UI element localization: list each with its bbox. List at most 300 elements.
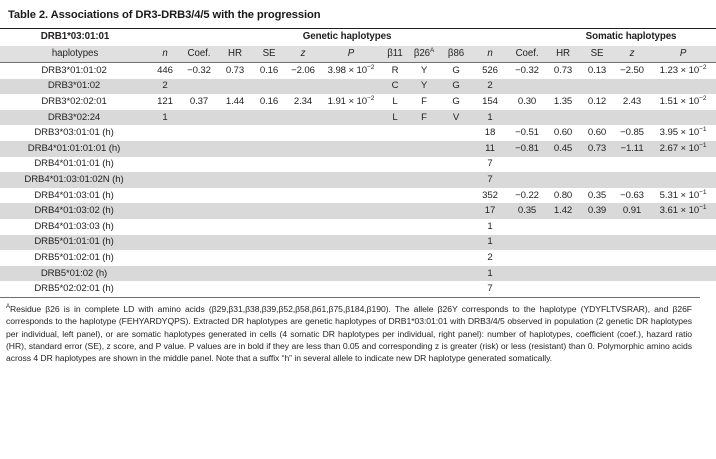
cell-b86 xyxy=(440,203,472,219)
cell-g-n xyxy=(150,266,180,282)
col-header-genetic-n: n xyxy=(150,46,180,63)
cell-s-z: 0.91 xyxy=(614,203,650,219)
cell-s-p-mant xyxy=(650,63,716,79)
cell-g-coef xyxy=(180,110,218,126)
cell-g-hr: 1.44 xyxy=(218,94,252,110)
cell-b26: Y xyxy=(408,63,440,79)
cell-s-coef xyxy=(508,250,546,266)
cell-g-se xyxy=(252,281,286,297)
cell-g-hr xyxy=(218,79,252,95)
cell-s-p-mant xyxy=(650,250,716,266)
cell-g-coef xyxy=(180,188,218,204)
cell-g-n xyxy=(150,141,180,157)
cell-b11 xyxy=(382,219,408,235)
cell-g-n: 121 xyxy=(150,94,180,110)
cell-s-z xyxy=(614,219,650,235)
cell-g-se xyxy=(252,188,286,204)
row-label: DRB3*02:02:01 xyxy=(0,94,150,110)
table-row xyxy=(0,281,716,297)
p-value-mantissa: 3.98 × 10 xyxy=(327,64,368,76)
cell-s-p-mant xyxy=(650,266,716,282)
p-value-mantissa: 1.51 × 10 xyxy=(659,95,700,107)
cell-b11 xyxy=(382,141,408,157)
cell-s-hr xyxy=(546,219,580,235)
cell-s-n: 11 xyxy=(472,141,508,157)
cell-s-p-mant xyxy=(650,281,716,297)
row-label: DRB3*02:24 xyxy=(0,110,150,126)
cell-g-z xyxy=(286,79,320,95)
cell-g-z: −2.06 xyxy=(286,63,320,79)
cell-s-p-mant xyxy=(650,125,716,141)
col-header-beta26-text: β26 xyxy=(413,48,431,59)
footnote-text: Residue β26 is in complete LD with amino acids (β29,β31,β38,β39,β52,β58,β61,β75,β184,β190). The allele β26Y corresponds to the haplotype (YDYFLTVSRAR), and β26F corresponds to the haplotype (FEHYARDYQPS). Extracted DR haplotypes are genetic haplotypes of DRB1*03:01:01 with DRB3/4/5 observed in population (2 genetic DR haplotypes per individual, left panel), or are somatic haplotypes generated in cells (4 somatic DR haplotypes per individual, right panel): number of haplotypes, coefficient (coef.), hazard ratio (HR), standard error (SE), z score, and P value. P values are in bold if they are less than 0.05 and corresponding z is greater (risk) or less (resistant) than 0. Polymorphic amino acids across 4 DR haplotypes are shown in the middle panel. Note that a suffix “h” in several allele to indicate new DR haplotype generated somatically. xyxy=(6,303,692,364)
cell-g-hr xyxy=(218,250,252,266)
cell-s-p-mant xyxy=(650,79,716,95)
cell-g-z: 2.34 xyxy=(286,94,320,110)
col-header-beta26-footnote-marker: A xyxy=(430,46,435,54)
cell-s-p-mant xyxy=(650,94,716,110)
cell-s-n: 352 xyxy=(472,188,508,204)
cell-g-se: 0.16 xyxy=(252,94,286,110)
cell-g-hr: 0.73 xyxy=(218,63,252,79)
cell-s-hr xyxy=(546,281,580,297)
cell-g-coef xyxy=(180,79,218,95)
cell-g-p-mant xyxy=(320,110,382,126)
cell-g-z xyxy=(286,266,320,282)
cell-s-z xyxy=(614,110,650,126)
cell-b86 xyxy=(440,125,472,141)
table-row xyxy=(0,157,716,173)
cell-s-se xyxy=(580,281,614,297)
group-header-somatic: Somatic haplotypes xyxy=(546,29,716,47)
cell-g-n: 446 xyxy=(150,63,180,79)
cell-s-z: −2.50 xyxy=(614,63,650,79)
cell-b86 xyxy=(440,188,472,204)
cell-g-coef xyxy=(180,219,218,235)
cell-b11 xyxy=(382,203,408,219)
cell-s-p-mant xyxy=(650,235,716,251)
p-value-mantissa: 3.61 × 10 xyxy=(659,205,700,217)
cell-g-n xyxy=(150,235,180,251)
p-value-exponent: −1 xyxy=(699,125,707,133)
cell-b86: G xyxy=(440,79,472,95)
cell-s-coef: −0.51 xyxy=(508,125,546,141)
cell-g-z xyxy=(286,219,320,235)
cell-s-se: 0.12 xyxy=(580,94,614,110)
cell-g-z xyxy=(286,281,320,297)
row-label: DRB4*01:03:01 (h) xyxy=(0,188,150,204)
cell-g-se xyxy=(252,235,286,251)
cell-s-n: 7 xyxy=(472,281,508,297)
cell-s-se: 0.60 xyxy=(580,125,614,141)
column-header-row xyxy=(0,46,716,63)
cell-b86 xyxy=(440,281,472,297)
cell-b86: G xyxy=(440,63,472,79)
cell-g-hr xyxy=(218,141,252,157)
cell-b86 xyxy=(440,172,472,188)
cell-b26: Y xyxy=(408,79,440,95)
cell-g-n: 1 xyxy=(150,110,180,126)
cell-g-se xyxy=(252,79,286,95)
cell-g-coef xyxy=(180,235,218,251)
cell-g-z xyxy=(286,141,320,157)
cell-g-z xyxy=(286,235,320,251)
cell-s-n: 526 xyxy=(472,63,508,79)
cell-s-hr: 1.42 xyxy=(546,203,580,219)
cell-g-coef: 0.37 xyxy=(180,94,218,110)
cell-s-z xyxy=(614,79,650,95)
col-header-genetic-hr: HR xyxy=(218,46,252,63)
cell-g-se xyxy=(252,125,286,141)
cell-b11 xyxy=(382,250,408,266)
col-header-genetic-z: z xyxy=(286,46,320,63)
cell-b26 xyxy=(408,235,440,251)
cell-s-p-mant xyxy=(650,219,716,235)
cell-s-se: 0.35 xyxy=(580,188,614,204)
table-row xyxy=(0,94,716,110)
table-row xyxy=(0,266,716,282)
cell-s-z xyxy=(614,250,650,266)
col-header-beta11: β11 xyxy=(382,46,408,63)
cell-s-se xyxy=(580,110,614,126)
row-label: DRB4*01:01:01:01 (h) xyxy=(0,141,150,157)
cell-s-coef xyxy=(508,235,546,251)
cell-g-p-mant xyxy=(320,172,382,188)
table-row xyxy=(0,235,716,251)
cell-g-p-mant xyxy=(320,125,382,141)
cell-g-coef xyxy=(180,172,218,188)
cell-g-coef xyxy=(180,157,218,173)
cell-b86 xyxy=(440,157,472,173)
row-label: DRB5*01:02 (h) xyxy=(0,266,150,282)
cell-g-se xyxy=(252,266,286,282)
cell-s-hr xyxy=(546,250,580,266)
cell-s-n: 1 xyxy=(472,110,508,126)
cell-s-n: 1 xyxy=(472,266,508,282)
cell-g-hr xyxy=(218,188,252,204)
cell-s-hr: 1.35 xyxy=(546,94,580,110)
table-title-container xyxy=(0,0,700,28)
p-value-mantissa: 5.31 × 10 xyxy=(659,189,700,201)
cell-g-z xyxy=(286,203,320,219)
cell-s-hr xyxy=(546,110,580,126)
cell-s-hr: 0.73 xyxy=(546,63,580,79)
cell-b86: G xyxy=(440,94,472,110)
cell-b86 xyxy=(440,235,472,251)
row-label: DRB4*01:01:01 (h) xyxy=(0,157,150,173)
col-header-haplotypes: haplotypes xyxy=(0,46,150,63)
cell-b86 xyxy=(440,219,472,235)
table-row xyxy=(0,188,716,204)
cell-s-hr xyxy=(546,266,580,282)
p-value-exponent: −2 xyxy=(367,94,375,102)
cell-b26 xyxy=(408,281,440,297)
cell-s-se xyxy=(580,250,614,266)
cell-g-n xyxy=(150,250,180,266)
cell-g-hr xyxy=(218,172,252,188)
cell-g-coef xyxy=(180,281,218,297)
footnote-marker: A xyxy=(6,304,10,311)
cell-g-se: 0.16 xyxy=(252,63,286,79)
cell-g-coef xyxy=(180,203,218,219)
p-value-mantissa: 1.23 × 10 xyxy=(659,64,700,76)
col-header-somatic-n: n xyxy=(472,46,508,63)
cell-g-se xyxy=(252,250,286,266)
col-header-somatic-coef: Coef. xyxy=(508,46,546,63)
p-value-mantissa: 1.91 × 10 xyxy=(327,95,368,107)
p-value-exponent: −1 xyxy=(699,188,707,196)
cell-g-n xyxy=(150,219,180,235)
cell-g-coef xyxy=(180,250,218,266)
cell-g-hr xyxy=(218,125,252,141)
cell-g-z xyxy=(286,188,320,204)
cell-s-z xyxy=(614,266,650,282)
cell-g-z xyxy=(286,125,320,141)
cell-s-coef xyxy=(508,79,546,95)
cell-b11 xyxy=(382,157,408,173)
cell-s-n: 7 xyxy=(472,172,508,188)
cell-b11 xyxy=(382,235,408,251)
col-header-somatic-p: P xyxy=(650,46,716,63)
p-value-mantissa: 3.95 × 10 xyxy=(659,127,700,139)
cell-s-z: 2.43 xyxy=(614,94,650,110)
cell-s-n: 1 xyxy=(472,219,508,235)
cell-s-p-mant xyxy=(650,141,716,157)
col-header-genetic-coef: Coef. xyxy=(180,46,218,63)
group-header-left: DRB1*03:01:01 xyxy=(0,29,150,47)
page-title: Table 2. Associations of DR3-DRB3/4/5 with the progression xyxy=(8,9,321,21)
cell-s-coef xyxy=(508,266,546,282)
cell-b26 xyxy=(408,172,440,188)
cell-b26 xyxy=(408,250,440,266)
cell-s-se: 0.39 xyxy=(580,203,614,219)
cell-b11: C xyxy=(382,79,408,95)
table-row xyxy=(0,79,716,95)
cell-s-z: −1.11 xyxy=(614,141,650,157)
cell-g-hr xyxy=(218,157,252,173)
row-label: DRB3*01:01:02 xyxy=(0,63,150,79)
cell-g-p-mant xyxy=(320,188,382,204)
row-label: DRB4*01:03:01:02N (h) xyxy=(0,172,150,188)
cell-g-hr xyxy=(218,219,252,235)
cell-s-p-mant xyxy=(650,203,716,219)
col-header-beta26 xyxy=(408,46,440,63)
col-header-somatic-se: SE xyxy=(580,46,614,63)
cell-s-hr xyxy=(546,235,580,251)
cell-g-coef xyxy=(180,141,218,157)
cell-g-se xyxy=(252,157,286,173)
row-label: DRB5*01:02:01 (h) xyxy=(0,250,150,266)
cell-s-p-mant xyxy=(650,188,716,204)
cell-b26 xyxy=(408,157,440,173)
cell-s-hr xyxy=(546,172,580,188)
cell-s-coef: −0.81 xyxy=(508,141,546,157)
cell-s-coef: −0.32 xyxy=(508,63,546,79)
cell-b86 xyxy=(440,266,472,282)
table-row xyxy=(0,219,716,235)
cell-b26 xyxy=(408,266,440,282)
cell-g-coef xyxy=(180,266,218,282)
cell-b26: F xyxy=(408,94,440,110)
cell-s-hr xyxy=(546,79,580,95)
cell-s-z: −0.63 xyxy=(614,188,650,204)
cell-s-z xyxy=(614,157,650,173)
cell-b11 xyxy=(382,172,408,188)
cell-s-coef: 0.35 xyxy=(508,203,546,219)
cell-g-p-mant xyxy=(320,235,382,251)
row-label: DRB3*01:02 xyxy=(0,79,150,95)
cell-b86 xyxy=(440,250,472,266)
cell-g-n xyxy=(150,281,180,297)
cell-g-n xyxy=(150,157,180,173)
cell-g-hr xyxy=(218,281,252,297)
cell-s-p-mant xyxy=(650,110,716,126)
cell-s-se xyxy=(580,219,614,235)
col-header-somatic-hr: HR xyxy=(546,46,580,63)
cell-s-p-mant xyxy=(650,157,716,173)
cell-g-p-mant xyxy=(320,79,382,95)
cell-g-p-mant xyxy=(320,157,382,173)
cell-g-n: 2 xyxy=(150,79,180,95)
cell-g-n xyxy=(150,188,180,204)
cell-g-hr xyxy=(218,235,252,251)
cell-s-coef xyxy=(508,281,546,297)
cell-s-n: 2 xyxy=(472,250,508,266)
cell-b11 xyxy=(382,281,408,297)
cell-b11: L xyxy=(382,110,408,126)
p-value-mantissa: 2.67 × 10 xyxy=(659,142,700,154)
cell-b86 xyxy=(440,141,472,157)
cell-g-se xyxy=(252,219,286,235)
associations-table xyxy=(0,28,716,297)
cell-b11: L xyxy=(382,94,408,110)
table-row xyxy=(0,250,716,266)
p-value-exponent: −2 xyxy=(699,63,707,71)
table-row xyxy=(0,125,716,141)
cell-s-coef xyxy=(508,172,546,188)
cell-b11: R xyxy=(382,63,408,79)
cell-s-z: −0.85 xyxy=(614,125,650,141)
cell-s-n: 154 xyxy=(472,94,508,110)
cell-s-hr: 0.80 xyxy=(546,188,580,204)
cell-g-n xyxy=(150,172,180,188)
row-label: DRB5*01:01:01 (h) xyxy=(0,235,150,251)
cell-g-z xyxy=(286,172,320,188)
cell-s-z xyxy=(614,281,650,297)
cell-s-coef xyxy=(508,110,546,126)
cell-g-n xyxy=(150,125,180,141)
cell-s-se xyxy=(580,235,614,251)
row-label: DRB4*01:03:02 (h) xyxy=(0,203,150,219)
cell-g-p-mant xyxy=(320,94,382,110)
cell-s-hr: 0.45 xyxy=(546,141,580,157)
cell-g-coef: −0.32 xyxy=(180,63,218,79)
p-value-exponent: −2 xyxy=(367,63,375,71)
cell-b26 xyxy=(408,188,440,204)
cell-g-p-mant xyxy=(320,219,382,235)
cell-g-p-mant xyxy=(320,281,382,297)
cell-s-se xyxy=(580,157,614,173)
col-header-genetic-p: P xyxy=(320,46,382,63)
cell-g-z xyxy=(286,250,320,266)
cell-s-se xyxy=(580,266,614,282)
cell-s-se xyxy=(580,79,614,95)
row-label: DRB3*03:01:01 (h) xyxy=(0,125,150,141)
cell-s-coef xyxy=(508,219,546,235)
col-header-somatic-z: z xyxy=(614,46,650,63)
cell-s-n: 1 xyxy=(472,235,508,251)
table-row xyxy=(0,110,716,126)
cell-g-coef xyxy=(180,125,218,141)
row-label: DRB4*01:03:03 (h) xyxy=(0,219,150,235)
cell-g-se xyxy=(252,110,286,126)
cell-g-p-mant xyxy=(320,63,382,79)
cell-b11 xyxy=(382,125,408,141)
cell-s-n: 7 xyxy=(472,157,508,173)
cell-b26 xyxy=(408,203,440,219)
cell-g-se xyxy=(252,141,286,157)
cell-s-se: 0.13 xyxy=(580,63,614,79)
cell-s-n: 18 xyxy=(472,125,508,141)
table-row xyxy=(0,141,716,157)
cell-s-se xyxy=(580,172,614,188)
cell-b26 xyxy=(408,125,440,141)
cell-s-hr: 0.60 xyxy=(546,125,580,141)
cell-b26 xyxy=(408,219,440,235)
p-value-exponent: −1 xyxy=(699,203,707,211)
p-value-exponent: −2 xyxy=(699,94,707,102)
cell-s-z xyxy=(614,235,650,251)
cell-b26 xyxy=(408,141,440,157)
cell-s-coef: −0.22 xyxy=(508,188,546,204)
cell-b86: V xyxy=(440,110,472,126)
cell-g-p-mant xyxy=(320,203,382,219)
cell-g-p-mant xyxy=(320,266,382,282)
cell-g-z xyxy=(286,157,320,173)
cell-g-p-mant xyxy=(320,141,382,157)
cell-g-hr xyxy=(218,203,252,219)
cell-s-se: 0.73 xyxy=(580,141,614,157)
cell-s-n: 2 xyxy=(472,79,508,95)
cell-s-hr xyxy=(546,157,580,173)
col-header-beta86: β86 xyxy=(440,46,472,63)
row-label: DRB5*02:02:01 (h) xyxy=(0,281,150,297)
cell-g-z xyxy=(286,110,320,126)
table-row xyxy=(0,172,716,188)
cell-g-se xyxy=(252,172,286,188)
p-value-exponent: −1 xyxy=(699,141,707,149)
cell-b11 xyxy=(382,266,408,282)
table-body xyxy=(0,29,716,297)
col-header-genetic-se: SE xyxy=(252,46,286,63)
cell-s-coef xyxy=(508,157,546,173)
cell-g-se xyxy=(252,203,286,219)
cell-s-p-mant xyxy=(650,172,716,188)
cell-s-n: 17 xyxy=(472,203,508,219)
group-header-genetic: Genetic haplotypes xyxy=(286,29,408,47)
cell-b26: F xyxy=(408,110,440,126)
cell-s-z xyxy=(614,172,650,188)
cell-g-p-mant xyxy=(320,250,382,266)
cell-g-n xyxy=(150,203,180,219)
table-row xyxy=(0,63,716,79)
table-footnote xyxy=(0,298,700,368)
group-header-row xyxy=(0,29,716,47)
cell-s-coef: 0.30 xyxy=(508,94,546,110)
table-row xyxy=(0,203,716,219)
cell-g-hr xyxy=(218,110,252,126)
cell-g-hr xyxy=(218,266,252,282)
